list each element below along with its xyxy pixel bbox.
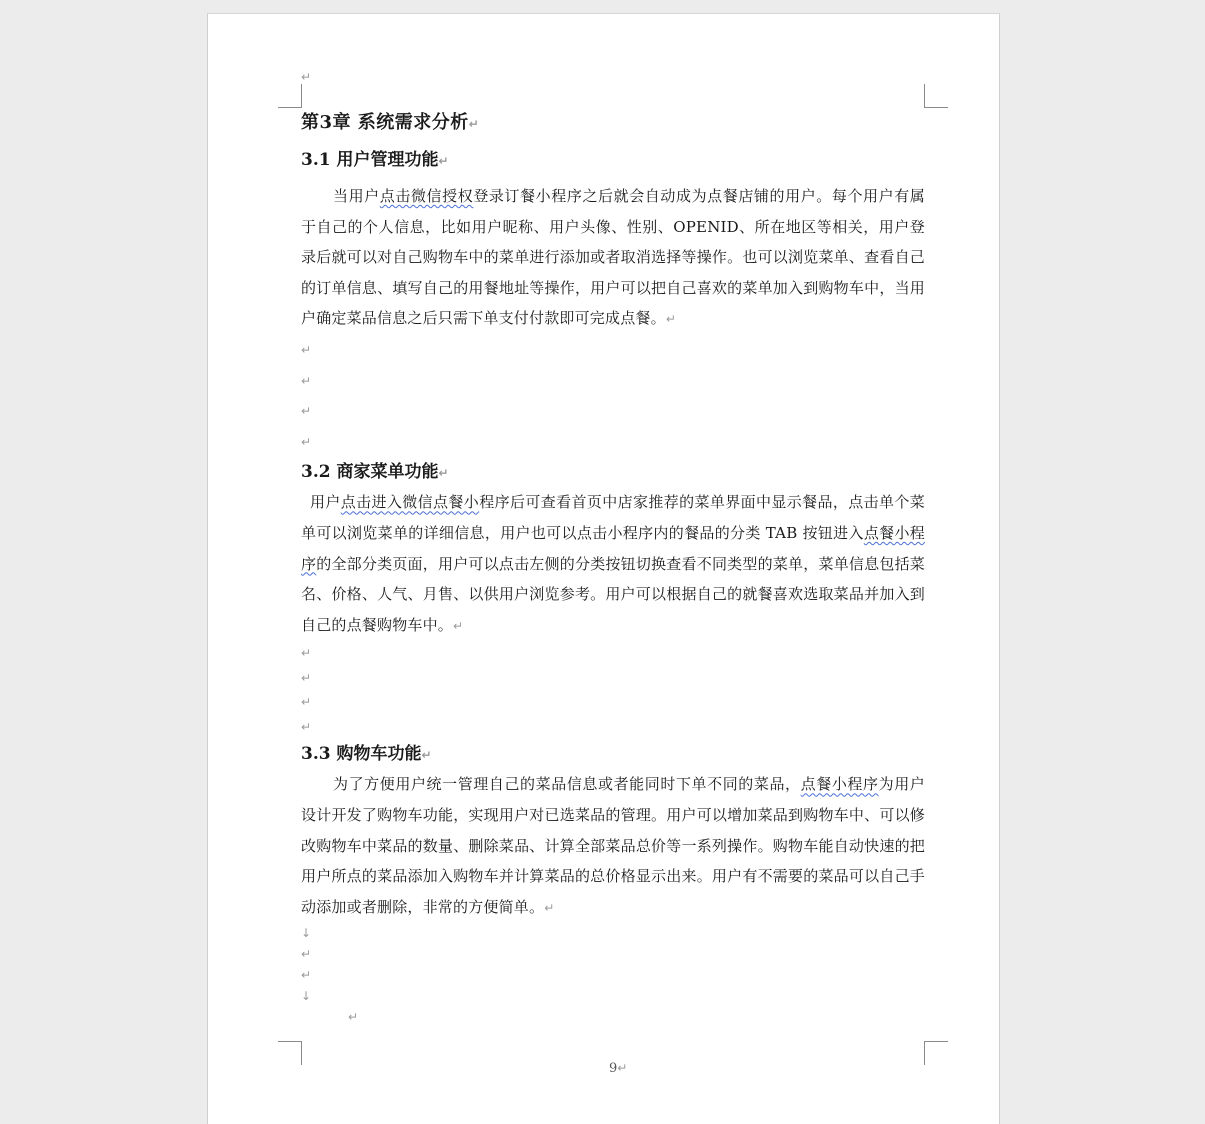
document-page xyxy=(207,13,1000,1124)
section-heading-3-1: 3.1 用户管理功能↵ xyxy=(301,150,449,170)
margin-corner-top-left xyxy=(278,84,302,108)
margin-corner-top-right xyxy=(924,84,948,108)
margin-corner-bottom-right xyxy=(924,1041,948,1065)
chapter-title: 第3章 系统需求分析↵ xyxy=(301,112,480,133)
section-heading-3-2: 3.2 商家菜单功能↵ xyxy=(301,462,449,483)
empty-paragraph: ↵ xyxy=(301,646,312,661)
empty-paragraph: ↵ xyxy=(301,968,312,983)
empty-paragraph: ↵ xyxy=(301,719,312,734)
line-break-mark: ↓ xyxy=(301,926,312,941)
empty-paragraph: ↵ xyxy=(301,695,312,710)
paragraph-user-management: 当用户点击微信授权登录订餐小程序之后就会自动成为点餐店铺的用户。每个用户有属于自己的个人信息，比如用户昵称、用户头像、性别、OPENID、所在地区等相关，用户登录后就可以对自己购物车中的菜单进行添加或者取消选择等操作。也可以浏览菜单、查看自己的订单信息、填写自己的用餐地址等操作，用户可以把自己喜欢的菜单加入到购物车中，当用户确定菜品信息之后只需下单支付付款即可完成点餐。↵ xyxy=(301,187,926,328)
empty-paragraph: ↵ xyxy=(301,670,312,685)
margin-corner-bottom-left xyxy=(278,1041,302,1065)
empty-paragraph: ↵ xyxy=(301,342,312,357)
document-body[interactable] xyxy=(301,109,925,1028)
paragraph-shopping-cart: 为了方便用户统一管理自己的菜品信息或者能同时下单不同的菜品，点餐小程序为用户设计开发了购物车功能，实现用户对已选菜品的管理。用户可以增加菜品到购物车中、可以修改购物车中菜品的数量、删除菜品、计算全部菜品总价等一系列操作。购物车能自动快速的把用户所点的菜品添加入购物车并计算菜品的总价格显示出来。用户有不需要的菜品可以自己手动添加或者删除，非常的方便简单。↵ xyxy=(301,775,925,916)
paragraph-mark: ↵ xyxy=(301,70,312,84)
line-break-mark: ↓ xyxy=(301,989,312,1004)
empty-paragraph: ↵ xyxy=(301,373,312,388)
empty-paragraph: ↵ xyxy=(301,434,312,449)
section-heading-3-3: 3.3 购物车功能↵ xyxy=(301,744,432,765)
empty-paragraph: ↵ xyxy=(301,404,312,419)
empty-paragraph: ↵ xyxy=(348,1010,359,1025)
paragraph-merchant-menu: 用户点击进入微信点餐小程序后可查看首页中店家推荐的菜单界面中显示餐品，点击单个菜单可以浏览菜单的详细信息，用户也可以点击小程序内的餐品的分类 TAB 按钮进入点餐小程序的全部分类页面，用户可以点击左侧的分类按钮切换查看不同类型的菜单，菜单信息包括菜名、价格、人气、月售、以供用户浏览参考。用户可以根据自己的就餐喜欢选取菜品并加入到自己的点餐购物车中。↵ xyxy=(301,493,926,634)
page-number: 9↵ xyxy=(609,1061,628,1076)
empty-paragraph: ↵ xyxy=(301,947,312,962)
